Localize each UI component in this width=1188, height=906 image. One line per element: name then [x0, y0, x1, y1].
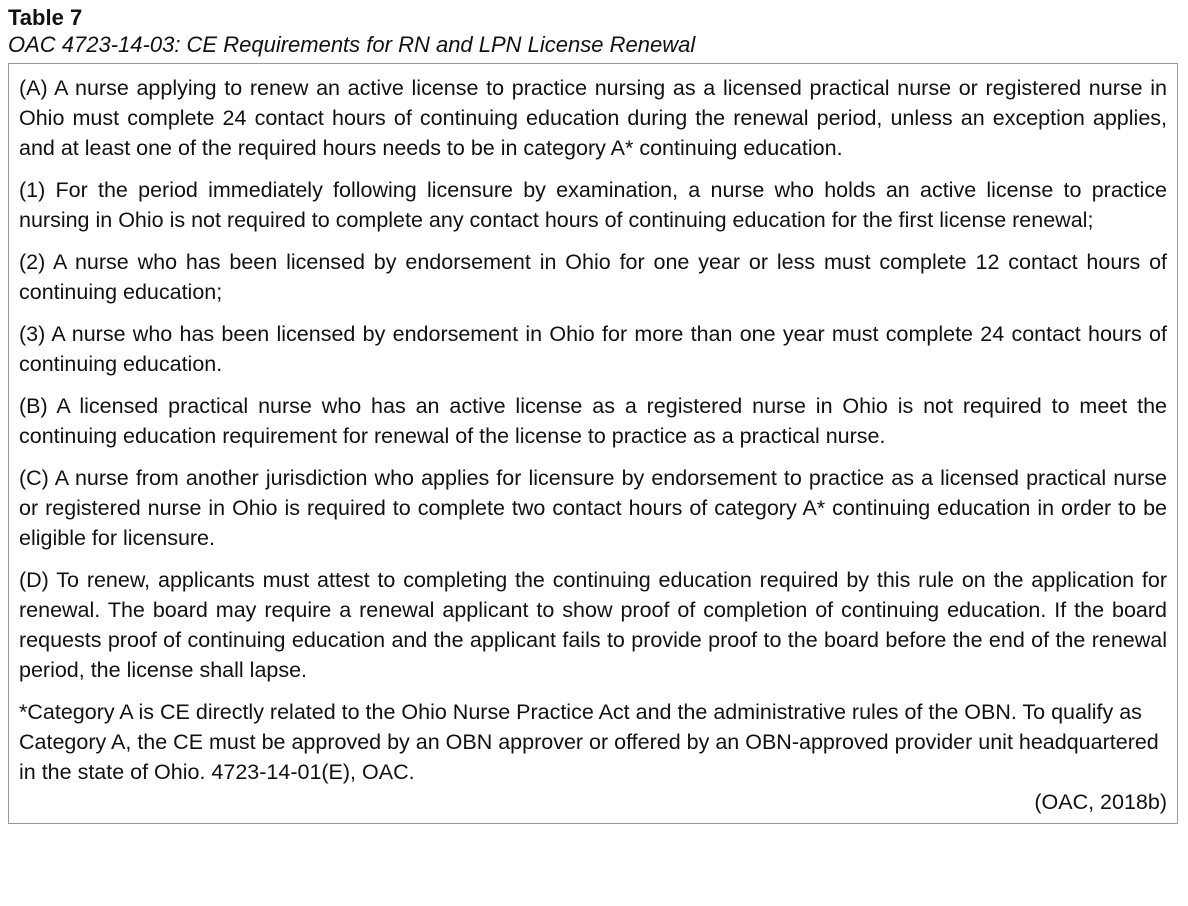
- category-a-footnote: *Category A is CE directly related to the Ohio Nurse Practice Act and the administrative rules of the OBN. To qualify as Category A, the CE must be approved by an OBN approver or offered by an OBN-approved provider unit headquartered in the state of Ohio. 4723-14-01(E), OAC.: [19, 700, 1159, 784]
- paragraph-3: (3) A nurse who has been licensed by endorsement in Ohio for more than one year must complete 24 contact hours of continuing education.: [19, 322, 1167, 376]
- paragraph-2: (2) A nurse who has been licensed by endorsement in Ohio for one year or less must complete 12 contact hours of continuing education;: [19, 250, 1167, 304]
- citation: (OAC, 2018b): [1034, 790, 1167, 814]
- document: [8, 5, 1180, 824]
- paragraph-c: (C) A nurse from another jurisdiction who applies for licensure by endorsement to practice as a licensed practical nurse or registered nurse in Ohio is required to complete two contact hours of category A* continuing education in order to be eligible for licensure.: [19, 466, 1167, 550]
- paragraph-1: (1) For the period immediately following licensure by examination, a nurse who holds an active license to practice nursing in Ohio is not required to complete any contact hours of continuing education for the first license renewal;: [19, 178, 1167, 232]
- table-content-box: [8, 63, 1178, 824]
- table-label: Table 7: [8, 5, 83, 30]
- paragraph-b: (B) A licensed practical nurse who has an active license as a registered nurse in Ohio is not required to meet the continuing education requirement for renewal of the license to practice as a practical nurse.: [19, 394, 1167, 448]
- paragraph-d: (D) To renew, applicants must attest to completing the continuing education required by this rule on the application for renewal. The board may require a renewal applicant to show proof of completion of continuing education. If the board requests proof of continuing education and the applicant fails to provide proof to the board before the end of the renewal period, the license shall lapse.: [19, 568, 1167, 682]
- table-title: OAC 4723-14-03: CE Requirements for RN and LPN License Renewal: [8, 32, 696, 57]
- paragraph-a: (A) A nurse applying to renew an active license to practice nursing as a licensed practical nurse or registered nurse in Ohio must complete 24 contact hours of continuing education during the renewal period, unless an exception applies, and at least one of the required hours needs to be in category A* continuing education.: [19, 76, 1167, 160]
